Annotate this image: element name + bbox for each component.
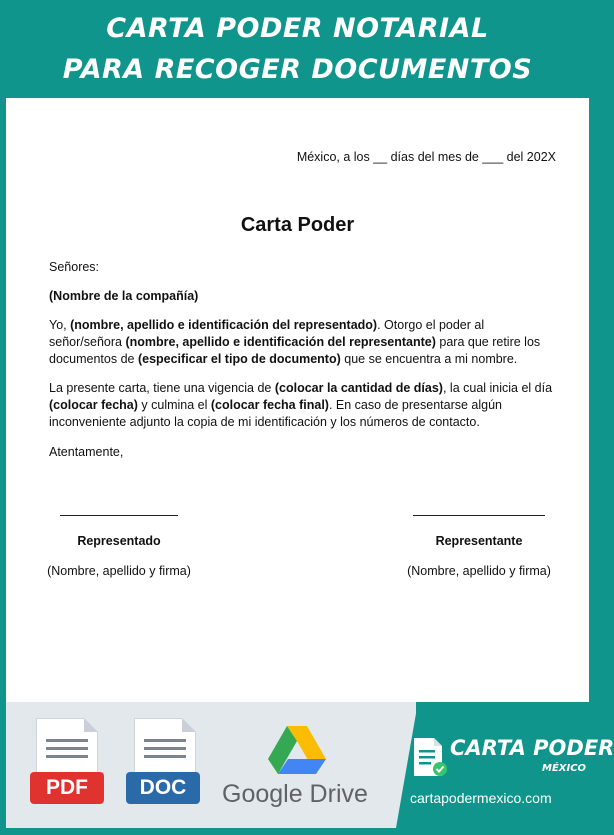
brand-name: CARTA PODER: [450, 736, 614, 760]
signature-note: (Nombre, apellido y firma): [47, 564, 191, 578]
signature-line: [413, 515, 545, 516]
banner-title-line-1: CARTA PODER NOTARIAL: [106, 13, 489, 44]
paragraph-1: Yo, (nombre, apellido e identificación del representado). Otorgo el poder al señor/señora (nombre, apellido e identificación del representante) para que retire los documentos de (especificar el tipo de documento) que se encuentra a mi nombre.: [49, 318, 541, 366]
date-line: México, a los __ días del mes de ___ del 202X: [296, 150, 556, 164]
closing: Atentamente,: [49, 445, 124, 459]
brand-url-link[interactable]: cartapodermexico.com: [410, 790, 552, 806]
header-banner: [0, 0, 595, 98]
signature-line: [60, 515, 178, 516]
company-placeholder: (Nombre de la compañía): [49, 289, 199, 303]
signature-role: Representado: [77, 534, 161, 548]
footer-bar: [6, 702, 614, 828]
pdf-badge[interactable]: PDF: [30, 772, 104, 804]
brand-document-check-icon: [412, 736, 448, 778]
doc-badge[interactable]: DOC: [126, 772, 200, 804]
banner-title-line-2: PARA RECOGER DOCUMENTOS: [62, 54, 533, 85]
google-drive-icon[interactable]: [268, 724, 326, 774]
signature-block-representative: [399, 515, 559, 580]
signature-block-represented: [39, 515, 199, 580]
document-title: Carta Poder: [240, 214, 355, 236]
salutation: Señores:: [49, 260, 100, 274]
document-page: [6, 98, 589, 702]
brand-subtitle: MÉXICO: [542, 763, 587, 774]
signature-note: (Nombre, apellido y firma): [407, 564, 551, 578]
paragraph-2: La presente carta, tiene una vigencia de (colocar la cantidad de días), la cual inicia el día (colocar fecha) y culmina el (colocar fecha final). En caso de presentarse algún inconveniente adjunto la copia de mi identificación y los números de contacto.: [49, 381, 553, 429]
signature-role: Representante: [435, 534, 523, 548]
google-drive-label[interactable]: Google Drive: [222, 780, 368, 808]
